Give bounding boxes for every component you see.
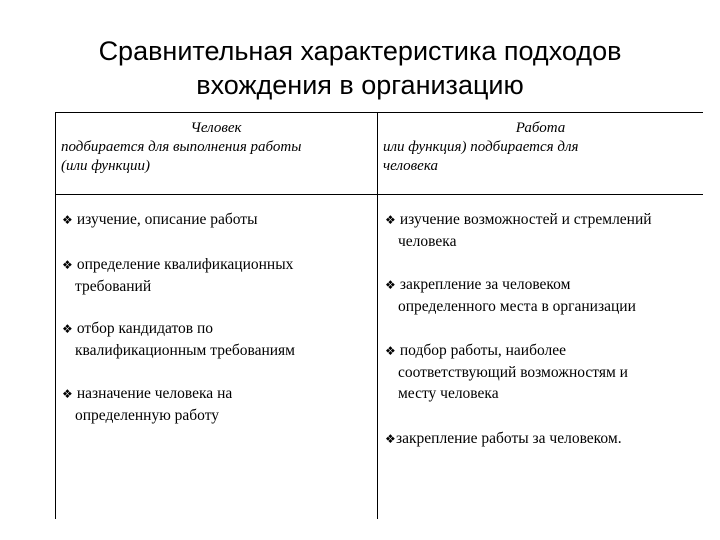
- bullet-icon: ❖: [385, 278, 396, 292]
- right-header-line-1: Работа: [515, 120, 566, 136]
- right-list-item: ❖ подбор работы, наиболее соответствующий возможностям и месту человека: [385, 342, 628, 402]
- right-list-item: ❖ закрепление за человеком определенного места в организации: [385, 276, 636, 315]
- left-list-item: ❖ определение квалификационных требований: [62, 256, 294, 295]
- bullet-icon: ❖: [385, 432, 396, 446]
- comparison-table: [55, 112, 703, 519]
- slide-title-line-1: Сравнительная характеристика подходов: [98, 36, 622, 66]
- slide-title-line-2: вхождения в организацию: [196, 70, 524, 100]
- table-border-left: [55, 112, 56, 519]
- left-column-header: [61, 119, 371, 176]
- left-list-item: ❖ изучение, описание работы: [62, 209, 258, 231]
- table-header-divider: [55, 194, 703, 195]
- right-column-header: [383, 119, 698, 176]
- bullet-icon: ❖: [62, 387, 73, 401]
- table-border-top: [55, 112, 703, 113]
- right-list-item: ❖ изучение возможностей и стремлений человека: [385, 211, 652, 250]
- slide-title: [40, 34, 680, 102]
- bullet-icon: ❖: [62, 258, 73, 272]
- right-list-item: ❖закрепление работы за человеком.: [385, 428, 622, 450]
- left-header-line-1: Человек: [190, 120, 242, 136]
- table-column-divider: [377, 112, 378, 519]
- left-header-line-2: подбирается для выполнения работы: [61, 139, 302, 155]
- right-header-line-2: или функция) подбирается для: [383, 139, 579, 155]
- left-list-item: ❖ отбор кандидатов по квалификационным требованиям: [62, 320, 295, 359]
- bullet-icon: ❖: [385, 213, 396, 227]
- bullet-icon: ❖: [62, 322, 73, 336]
- left-list-item: ❖ назначение человека на определенную работу: [62, 385, 233, 424]
- bullet-icon: ❖: [385, 344, 396, 358]
- bullet-icon: ❖: [62, 213, 73, 227]
- right-header-line-3: человека: [383, 158, 438, 174]
- left-header-line-3: (или функции): [61, 158, 151, 174]
